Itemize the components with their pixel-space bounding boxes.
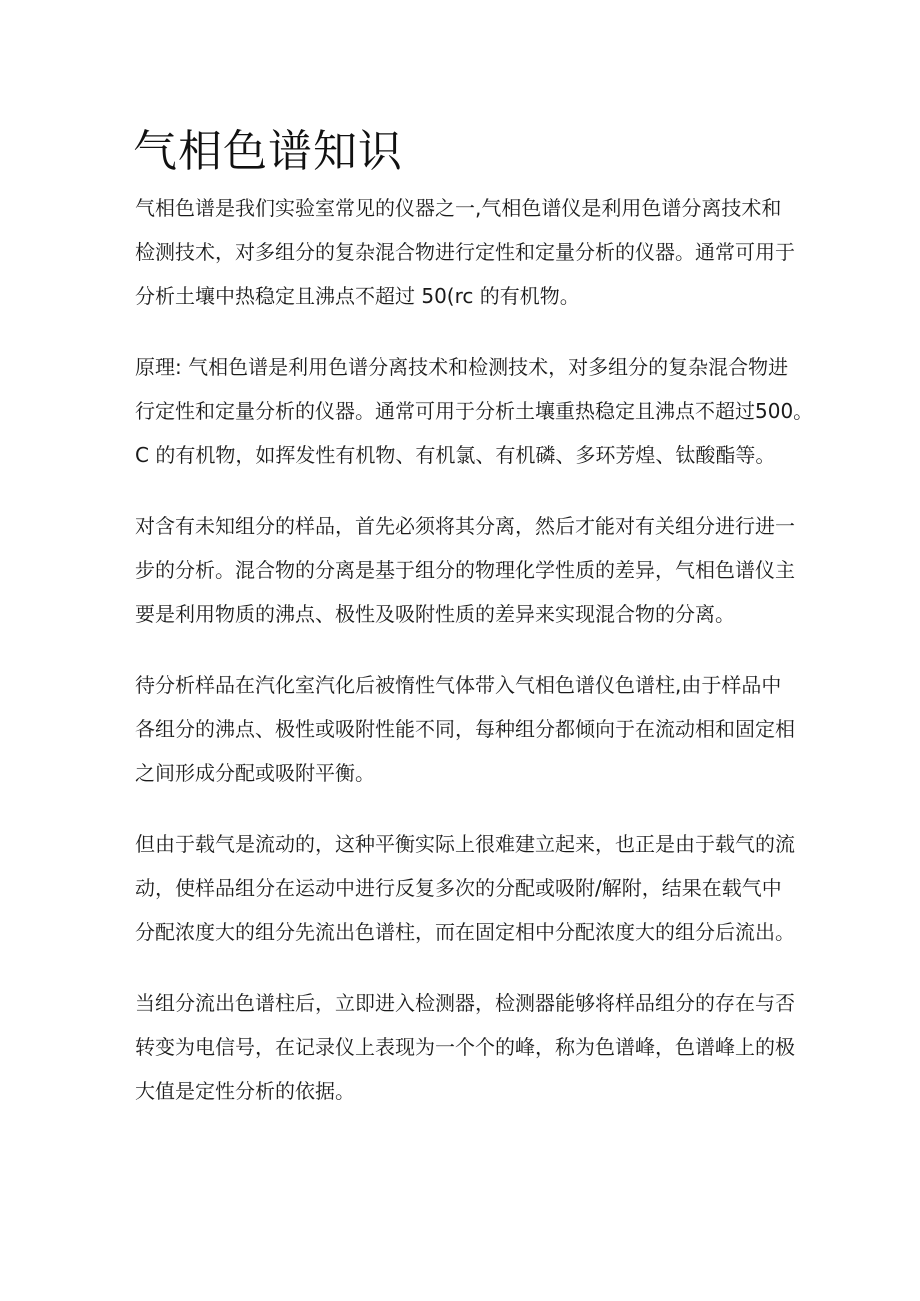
paragraph-vaporization [135, 663, 795, 795]
paragraph-line: 要是利用物质的沸点、极性及吸附性质的差异来实现混合物的分离。 [135, 602, 735, 626]
paragraph-line: 对含有未知组分的样品，首先必须将其分离，然后才能对有关组分进行进一 [135, 514, 795, 538]
paragraph-line: 原理: 气相色谱是利用色谱分离技术和检测技术，对多组分的复杂混合物进 [135, 355, 789, 379]
paragraph-intro [135, 186, 795, 318]
paragraph-line: 气相色谱是我们实验室常见的仪器之一,气相色谱仪是利用色谱分离技术和 [135, 196, 782, 220]
paragraph-line: 大值是定性分析的依据。 [135, 1079, 355, 1103]
paragraph-separation [135, 504, 795, 636]
paragraph-line: 动，使样品组分在运动中进行反复多次的分配或吸附/解附，结果在载气中 [135, 876, 782, 900]
document-title: 气相色谱知识 [133, 126, 403, 177]
paragraph-line: 步的分析。混合物的分离是基于组分的物理化学性质的差异，气相色谱仪主 [135, 558, 795, 582]
paragraph-line: 转变为电信号，在记录仪上表现为一个个的峰，称为色谱峰，色谱峰上的极 [135, 1035, 795, 1059]
paragraph-line: 行定性和定量分析的仪器。通常可用于分析土壤重热稳定且沸点不超过500。 [135, 399, 814, 423]
paragraph-line: 各组分的沸点、极性或吸附性能不同，每种组分都倾向于在流动相和固定相 [135, 717, 795, 741]
paragraph-line: 但由于载气是流动的，这种平衡实际上很难建立起来，也正是由于载气的流 [135, 832, 795, 856]
paragraph-line: 待分析样品在汽化室汽化后被惰性气体带入气相色谱仪色谱柱,由于样品中 [135, 673, 782, 697]
paragraph-line: 分配浓度大的组分先流出色谱柱，而在固定相中分配浓度大的组分后流出。 [135, 920, 795, 944]
paragraph-detector [135, 981, 795, 1113]
paragraph-line: 分析土壤中热稳定且沸点不超过 50(rc 的有机物。 [135, 284, 580, 308]
document-body [135, 186, 814, 1140]
paragraph-line: 检测技术，对多组分的复杂混合物进行定性和定量分析的仪器。通常可用于 [135, 240, 795, 264]
paragraph-line: 当组分流出色谱柱后，立即进入检测器，检测器能够将样品组分的存在与否 [135, 991, 795, 1015]
paragraph-line: 之间形成分配或吸附平衡。 [135, 761, 375, 785]
paragraph-line: C 的有机物，如挥发性有机物、有机氯、有机磷、多环芳煌、钛酸酯等。 [135, 443, 776, 467]
paragraph-carrier-gas [135, 822, 795, 954]
paragraph-principle [135, 345, 814, 477]
